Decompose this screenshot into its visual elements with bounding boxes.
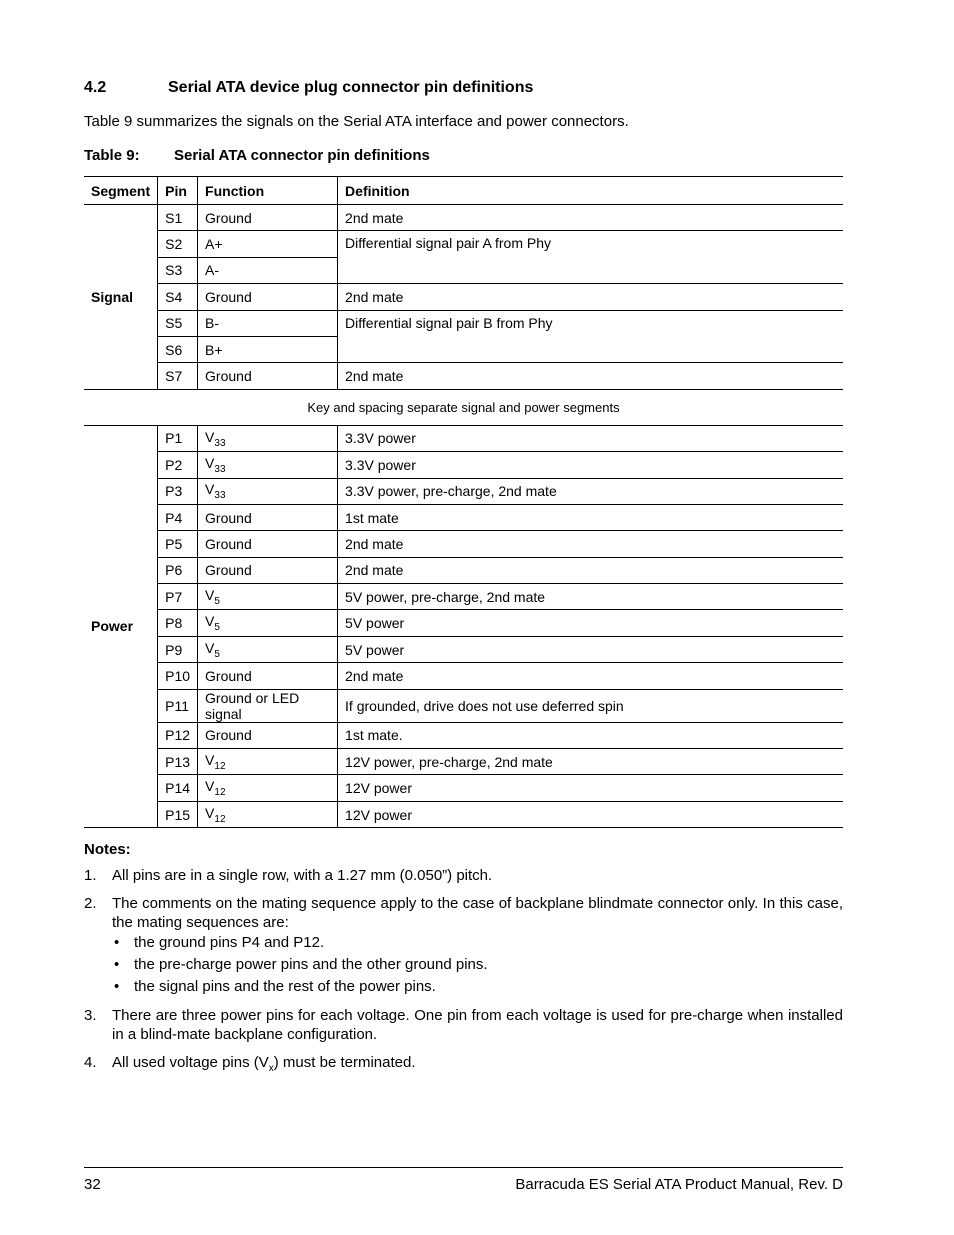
note-text [112,1053,843,1078]
definition-cell: 2nd mate [338,531,843,557]
table-row [84,775,843,801]
voltage-subscript: 12 [214,787,226,799]
voltage-subscript: 5 [214,622,220,634]
function-text: V [205,454,215,471]
table-row [84,722,843,748]
definition-cell: 12V power [338,801,843,827]
note-2-bullet [114,978,436,995]
definition-cell: Differential signal pair A from Phy [338,231,843,284]
note-number: 2. [84,895,97,912]
section-title: Serial ATA device plug connector pin definitions [168,79,534,96]
pin-cell: P15 [158,801,198,827]
pin-cell: S6 [158,336,198,362]
table-row [84,231,843,257]
pin-cell: P7 [158,584,198,610]
table-row [84,425,843,451]
function-cell: Ground [198,284,338,310]
pin-cell: P6 [158,557,198,583]
function-text: Ground or LED signal [205,689,300,722]
function-cell [198,584,338,610]
note-text: There are three power pins for each voltage. One pin from each voltage is used for pre-charge when installed in a blind-mate backplane configuration. [112,1007,843,1043]
footer-page-number: 32 [84,1176,101,1193]
pin-cell: S7 [158,363,198,389]
function-text: Ground [205,535,252,552]
function-cell [198,663,338,689]
function-cell [198,636,338,662]
pin-cell: S4 [158,284,198,310]
pin-definitions-table [84,176,843,828]
definition-cell: 3.3V power [338,425,843,451]
table-row [84,205,843,231]
voltage-subscript: 33 [214,463,226,475]
header-function: Function [198,177,338,205]
definition-cell: 2nd mate [338,205,843,231]
pin-cell: P2 [158,452,198,478]
pin-cell: P14 [158,775,198,801]
pin-cell: P3 [158,478,198,504]
function-text: V [205,613,215,630]
function-text: Ground [205,509,252,526]
voltage-subscript: 5 [214,595,220,607]
function-text: Ground [205,727,252,744]
table-row [84,310,843,336]
function-cell [198,504,338,530]
segment-power-label: Power [84,425,158,827]
pin-cell: P8 [158,610,198,636]
section-heading [84,79,533,97]
function-text: Ground [205,562,252,579]
table-row [84,531,843,557]
function-cell [198,775,338,801]
footer-rule [84,1167,843,1168]
function-cell [198,557,338,583]
segment-separator-row [84,389,843,425]
pin-cell: S5 [158,310,198,336]
table-number: Table 9: [84,147,140,164]
pin-cell: S3 [158,257,198,283]
notes-heading: Notes: [84,841,131,858]
table-row [84,689,843,722]
function-cell: A- [198,257,338,283]
table-row [84,584,843,610]
signal-segment-rows [84,205,843,390]
definition-cell: 5V power [338,636,843,662]
table-row [84,610,843,636]
header-pin: Pin [158,177,198,205]
voltage-subscript: 12 [214,760,226,772]
function-cell: B+ [198,336,338,362]
definition-cell: If grounded, drive does not use deferred spin [338,689,843,722]
note-text: All pins are in a single row, with a 1.27 mm (0.050”) pitch. [112,867,493,884]
voltage-subscript: 12 [214,813,226,825]
definition-cell: 12V power, pre-charge, 2nd mate [338,749,843,775]
note-4 [84,1053,843,1078]
table-title: Serial ATA connector pin definitions [174,147,430,164]
bullet-text: the ground pins P4 and P12. [134,934,325,951]
segment-signal-label: Signal [84,205,158,390]
note-number: 3. [84,1007,97,1024]
pin-cell: P13 [158,749,198,775]
pin-cell: P5 [158,531,198,557]
table-row [84,663,843,689]
note-text-before: All used voltage pins (V [112,1054,269,1071]
function-cell: Ground [198,363,338,389]
note-number: 1. [84,867,97,884]
header-segment: Segment [84,177,158,205]
table-row [84,363,843,389]
definition-cell: 5V power, pre-charge, 2nd mate [338,584,843,610]
function-cell: A+ [198,231,338,257]
function-text: V [205,481,215,498]
note-2-bullet [114,956,488,973]
voltage-subscript: 5 [214,648,220,660]
function-text: Ground [205,667,252,684]
function-cell: Ground [198,205,338,231]
function-text: V [205,751,215,768]
voltage-subscript: x [268,1063,274,1074]
function-cell [198,610,338,636]
table-row [84,801,843,827]
note-1 [84,866,843,885]
function-text: V [205,586,215,603]
function-cell [198,531,338,557]
definition-cell: 2nd mate [338,557,843,583]
table-row [84,452,843,478]
table-row [84,478,843,504]
intro-paragraph: Table 9 summarizes the signals on the Serial ATA interface and power connectors. [84,113,629,130]
function-cell [198,722,338,748]
function-cell [198,801,338,827]
footer-title: Barracuda ES Serial ATA Product Manual, Rev. D [515,1176,843,1193]
table-row [84,284,843,310]
pin-cell: S2 [158,231,198,257]
definition-cell: 2nd mate [338,663,843,689]
function-text: V [205,778,215,795]
note-text: The comments on the mating sequence apply to the case of backplane blindmate connector only. In this case, the mating sequences are: [112,895,843,931]
power-segment-rows [84,425,843,827]
pin-cell: P11 [158,689,198,722]
function-cell [198,749,338,775]
table-row [84,557,843,583]
table-row [84,749,843,775]
pin-cell: P12 [158,722,198,748]
pin-cell: P4 [158,504,198,530]
note-2-bullet [114,934,324,951]
table-caption [84,147,430,164]
pin-cell: S1 [158,205,198,231]
function-text: V [205,428,215,445]
voltage-subscript: 33 [214,490,226,502]
definition-cell: 12V power [338,775,843,801]
section-number: 4.2 [84,79,107,96]
function-cell [198,689,338,722]
voltage-subscript: 33 [214,437,226,449]
pin-cell: P9 [158,636,198,662]
table-header-row [84,177,843,205]
definition-cell: 5V power [338,610,843,636]
pin-cell: P1 [158,425,198,451]
note-text-after: ) must be terminated. [273,1054,416,1071]
definition-cell: Differential signal pair B from Phy [338,310,843,363]
function-cell [198,452,338,478]
function-text: V [205,639,215,656]
note-number: 4. [84,1054,97,1071]
definition-cell: 1st mate. [338,722,843,748]
function-text: V [205,804,215,821]
pin-cell: P10 [158,663,198,689]
definition-cell: 2nd mate [338,284,843,310]
segment-separator-text: Key and spacing separate signal and power segments [84,389,843,425]
definition-cell: 1st mate [338,504,843,530]
definition-cell: 3.3V power [338,452,843,478]
bullet-text: the pre-charge power pins and the other ground pins. [134,956,488,973]
function-cell [198,425,338,451]
note-2 [84,894,843,932]
header-definition: Definition [338,177,843,205]
note-3 [84,1006,843,1044]
bullet-glyph: • [114,956,120,973]
definition-cell: 2nd mate [338,363,843,389]
function-cell: B- [198,310,338,336]
bullet-glyph: • [114,978,120,995]
function-cell [198,478,338,504]
bullet-glyph: • [114,934,120,951]
bullet-text: the signal pins and the rest of the power pins. [134,978,436,995]
table-row [84,504,843,530]
definition-cell: 3.3V power, pre-charge, 2nd mate [338,478,843,504]
table-row [84,636,843,662]
